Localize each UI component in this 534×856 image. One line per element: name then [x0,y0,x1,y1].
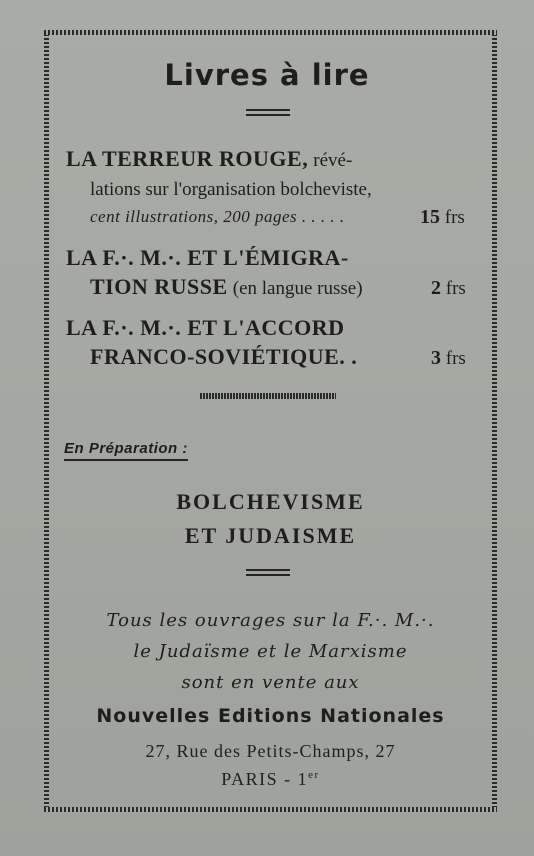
preparation-title-2: ET JUDAISME [184,523,357,548]
book-1-line-3: cent illustrations, 200 pages . . . . . [90,207,345,226]
dotted-separator [200,393,336,399]
city-name: PARIS - 1 [221,769,309,789]
publisher-city [44,769,497,790]
book-2-price-unit: frs [445,278,466,299]
book-2-language-note: (en langue russe) [232,278,363,299]
book-1-title-cont: révé- [313,150,353,171]
book-1-line-1 [66,146,352,172]
page-title: Livres à lire [164,58,370,92]
book-3-price [431,347,466,370]
book-1-price-unit: frs [444,207,465,228]
book-2-title-cont: TION RUSSE [90,274,228,299]
book-1-line-2: lations sur l'organisation bolcheviste, [90,179,372,200]
city-arrondissement-suffix: er [308,769,320,781]
book-1-price [420,206,465,229]
footer-line-2: le Judaïsme et le Marxisme [133,641,408,662]
publisher-name: Nouvelles Editions Nationales [96,705,445,727]
book-3-line-2: FRANCO-SOVIÉTIQUE. . [90,344,358,369]
book-3-price-unit: frs [445,348,466,369]
book-1-price-value: 15 [420,206,440,228]
book-3-price-value: 3 [431,347,441,369]
book-1-title: LA TERREUR ROUGE, [66,146,309,171]
book-3-line-1: LA F.·. M.·. ET L'ACCORD [66,315,345,340]
book-2-line-2 [90,274,363,300]
publisher-address: 27, Rue des Petits-Champs, 27 [145,741,396,761]
preparation-title-1: BOLCHEVISME [176,489,365,514]
book-2-price [431,277,466,300]
footer-line-3: sont en vente aux [181,672,360,693]
book-2-price-value: 2 [431,277,441,299]
book-2-line-1: LA F.·. M.·. ET L'ÉMIGRA- [66,245,349,270]
double-rule-top [246,109,290,116]
footer-line-1: Tous les ouvrages sur la F.·. M.·. [106,610,435,631]
double-rule-bottom [246,569,290,576]
preparation-label: En Préparation : [64,440,188,461]
